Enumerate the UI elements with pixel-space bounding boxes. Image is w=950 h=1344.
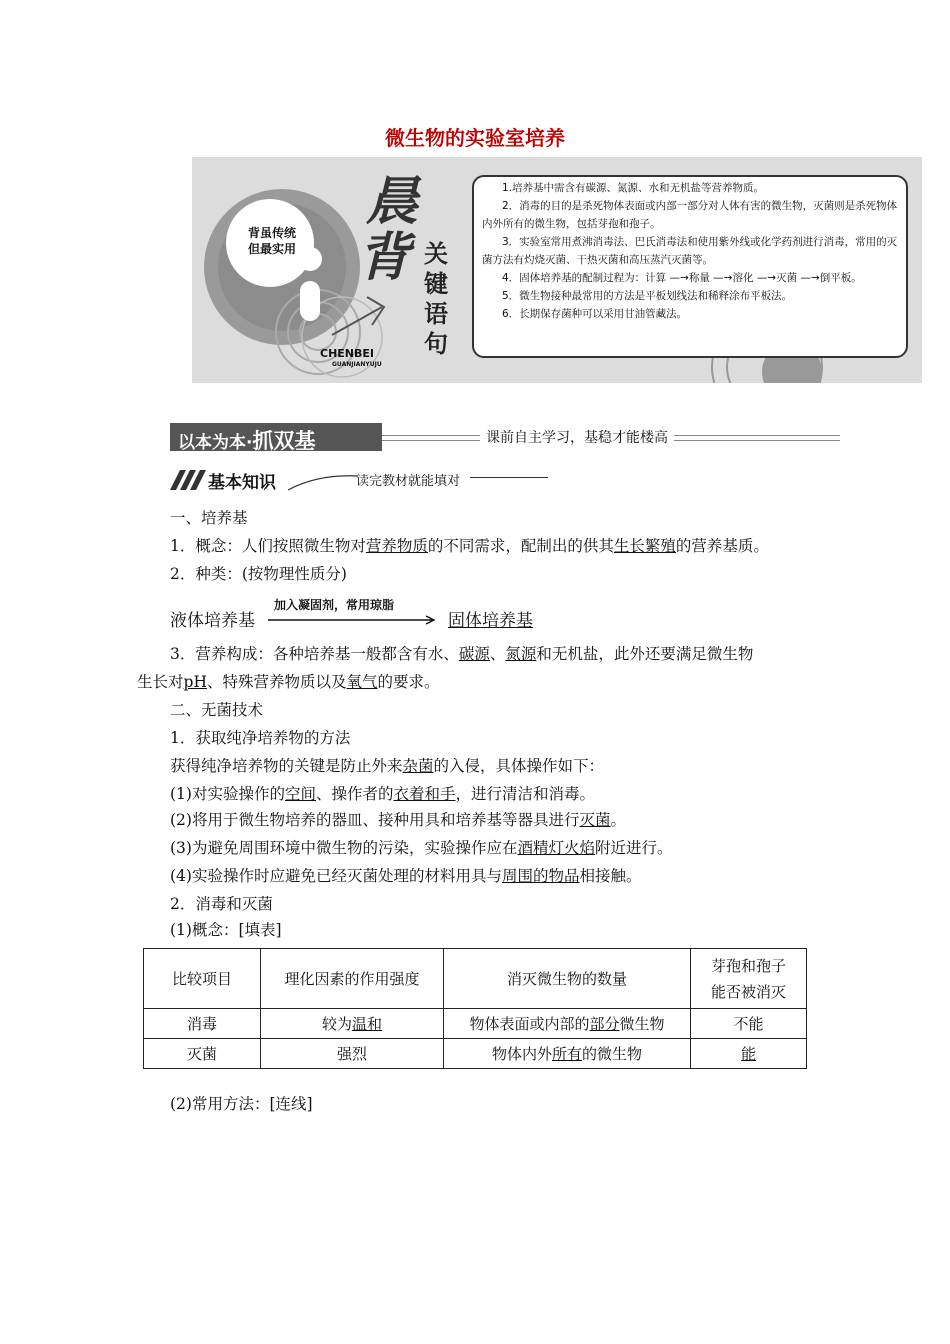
table-cell: 消毒 <box>144 1009 261 1039</box>
big-char-1: 晨 <box>366 172 419 232</box>
table-cell: 物体内外所有的微生物 <box>444 1039 691 1069</box>
comparison-table <box>143 948 807 1069</box>
table-header: 消灭微生物的数量 <box>444 949 691 1009</box>
table-cell: 不能 <box>691 1009 807 1039</box>
table-cell: 强烈 <box>261 1039 444 1069</box>
table-header-row <box>144 949 807 1009</box>
composition-line-2: 生长对pH、特殊营养物质以及氧气的要求。 <box>137 673 440 691</box>
step-3: (3)为避免周围环境中微生物的污染，实验操作应在酒精灯火焰附近进行。 <box>170 839 673 857</box>
liquid-medium: 液体培养基 <box>170 611 255 631</box>
disinfection-heading: 2．消毒和灭菌 <box>170 895 273 913</box>
step-2: (2)将用于微生物培养的器皿、接种用具和培养基等器具进行灭菌。 <box>170 811 626 829</box>
right-arrow-icon <box>268 615 438 625</box>
section-header <box>170 423 840 451</box>
medium-conversion <box>170 594 570 630</box>
step-4: (4)实验操作时应避免已经灭菌处理的材料用具与周围的物品相接触。 <box>170 867 642 885</box>
table-cell: 物体表面或内部的部分微生物 <box>444 1009 691 1039</box>
concept-line: 1．概念：人们按照微生物对营养物质的不同需求，配制出的供其生长繁殖的营养基质。 <box>170 537 769 555</box>
solid-medium: 固体培养基 <box>448 611 533 631</box>
methods-label: (2)常用方法：[连线] <box>170 1095 313 1113</box>
table-row <box>144 1039 807 1069</box>
side-title: 关 键 语 句 <box>424 240 448 358</box>
section-label: 以本为本·抓双基 <box>178 429 316 453</box>
composition-line: 3．营养构成：各种培养基一般都含有水、碳源、氮源和无机盐，此外还要满足微生物 <box>170 645 754 663</box>
table-cell: 较为温和 <box>261 1009 444 1039</box>
bubble-text: 背虽传统 但最实用 <box>247 226 296 256</box>
subsection-header <box>170 466 550 492</box>
key-point: 4．固体培养基的配制过程为：计算 —→称量 —→溶化 —→灭菌 —→倒平板。 <box>502 272 862 284</box>
stripes-icon <box>170 466 210 492</box>
arrow-label: 加入凝固剂，常用琼脂 <box>274 598 395 612</box>
heading-aseptic: 二、无菌技术 <box>170 701 264 719</box>
heading-culture-medium: 一、培养基 <box>170 509 248 527</box>
key-points-box <box>472 175 908 358</box>
table-row <box>144 1009 807 1039</box>
type-line: 2．种类：(按物理性质分) <box>170 565 347 583</box>
table-header: 理化因素的作用强度 <box>261 949 444 1009</box>
key-point: 5．微生物接种最常用的方法是平板划线法和稀释涂布平板法。 <box>502 290 793 302</box>
key-point: 2．消毒的目的是杀死物体表面或内部一部分对人体有害的微生物，灭菌则是杀死物体内外所有的微生物，包括芽孢和孢子。 <box>482 200 898 230</box>
key-point: 6．长期保存菌种可以采用甘油管藏法。 <box>502 308 688 320</box>
subsection-tag: 读完教材就能填对 <box>356 474 461 489</box>
en-subtitle: GUANJIANYUJU <box>332 361 382 368</box>
concept-table-label: (1)概念：[填表] <box>170 921 282 939</box>
method-intro: 获得纯净培养物的关键是防止外来杂菌的入侵，具体操作如下： <box>170 757 605 775</box>
section-tag: 课前自主学习，基稳才能楼高 <box>480 427 674 447</box>
step-1: (1)对实验操作的空间、操作者的衣着和手，进行清洁和消毒。 <box>170 785 596 803</box>
table-cell: 灭菌 <box>144 1039 261 1069</box>
table-header: 比较项目 <box>144 949 261 1009</box>
key-point: 1.培养基中需含有碳源、氮源、水和无机盐等营养物质。 <box>502 182 765 194</box>
method-heading: 1．获取纯净培养物的方法 <box>170 729 351 747</box>
page-title: 微生物的实验室培养 <box>385 126 565 150</box>
table-header: 芽孢和孢子 能否被消灭 <box>691 949 807 1009</box>
curve-line <box>288 466 358 492</box>
big-char-2: 背 <box>358 228 411 288</box>
key-point: 3．实验室常用煮沸消毒法、巴氏消毒法和使用紫外线或化学药剂进行消毒，常用的灭菌方法有灼烧灭菌、干热灭菌和高压蒸汽灭菌等。 <box>482 236 898 266</box>
subsection-label: 基本知识 <box>208 473 276 493</box>
table-cell: 能 <box>691 1039 807 1069</box>
en-title: CHENBEI <box>320 347 374 360</box>
